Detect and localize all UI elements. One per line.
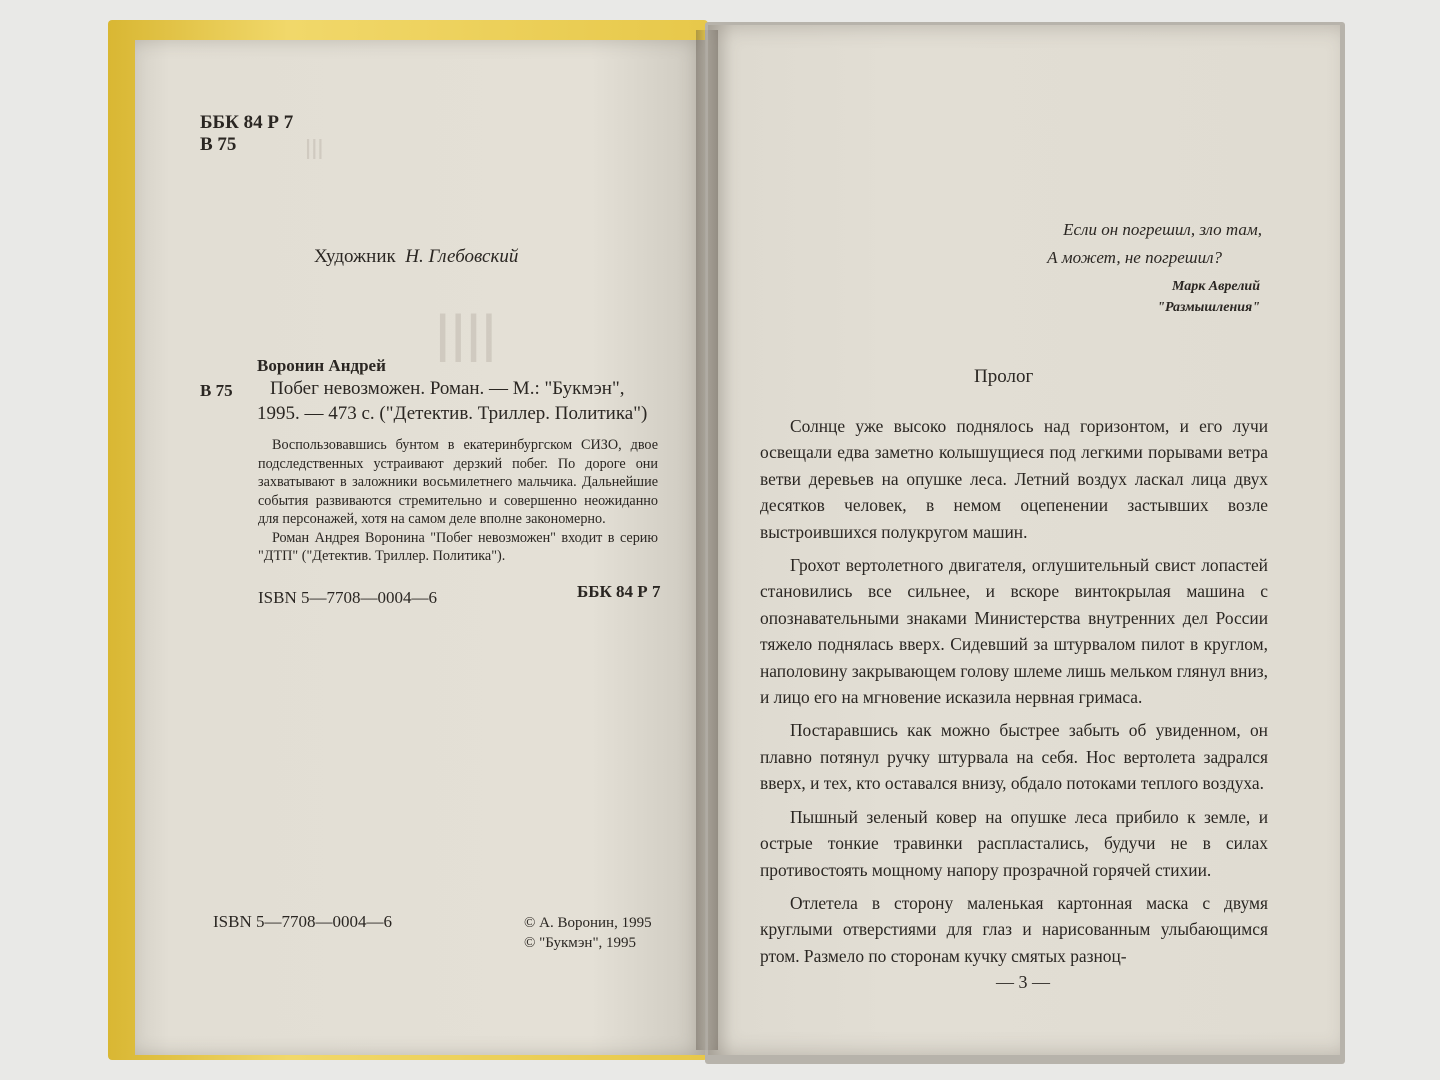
left-page: ǀǀǀ ǀǀǀǀ	[135, 40, 705, 1055]
body-text	[760, 413, 1268, 976]
paragraph: Солнце уже высоко поднялось над горизонтом, и его лучи освещали едва заметно колышущиеся под легкими порывами ветра ветви деревьев на опушке леса. Летний воздух ласкал лица двух десятков человек, в немом оцепенении застывших возле выстроившихся полукругом машин.	[760, 416, 1268, 542]
bbk-code-mid: ББК 84 Р 7	[577, 582, 661, 601]
book-gutter	[696, 30, 718, 1050]
copyright-block: © А. Воронин, 1995 © "Букмэн", 1995	[524, 915, 652, 951]
page-number: — 3 —	[996, 972, 1050, 992]
author-mark: В 75	[200, 381, 233, 400]
annotation: Воспользовавшись бунтом в екатеринбургском СИЗО, двое подследственных устраивают дерзкий побег. По дороге они захватывают в заложники восьмилетнего мальчика. Дальнейшие события развиваются стремительно и совершенно неожиданно для персонажей, хотя на самом деле вполне закономерно. Роман Андрея Воронина "Побег невозможен" входит в серию "ДТП" ("Детектив. Триллер. Политика").	[258, 437, 658, 564]
chapter-title: Пролог	[974, 366, 1034, 387]
epigraph-source: Марк Аврелий "Размышления"	[1157, 279, 1260, 315]
bbk-code-top: ББК 84 Р 7 В 75	[200, 112, 294, 155]
paragraph: Пышный зеленый ковер на опушке леса прибило к земле, и острые тонкие травинки распластались, будучи не в силах противостоять мощному напору прозрачной горячей стихии.	[760, 806, 1268, 880]
paragraph: Постаравшись как можно быстрее забыть об увиденном, он плавно потянул ручку штурвала на себя. Нос вертолета задрался вверх, и тех, кто оставался внизу, обдало потоками теплого воздуха.	[760, 720, 1268, 794]
isbn-bottom: ISBN 5—7708—0004—6	[213, 912, 392, 931]
author-name: Воронин Андрей	[257, 356, 386, 375]
paragraph: Отлетела в сторону маленькая картонная маска с двумя круглыми отверстиями для глаз и нарисованным улыбающимся ртом. Размело по сторонам кучку смятых разноц-	[760, 892, 1268, 966]
isbn-line: ISBN 5—7708—0004—6	[258, 588, 437, 607]
artist-credit: Художник Н. Глебовский	[314, 246, 519, 267]
paragraph: Грохот вертолетного двигателя, оглушительный свист лопастей становились все сильнее, и вскоре винтокрылая машина с опознавательными знаками Министерства внутренних дел России тяжело поднялась вверх. Сидевший за штурвалом пилот в круглом, наполовину закрывающем голову шлеме лишь мельком глянул вниз, и лицо его на мгновение исказила нервная гримаса.	[760, 555, 1268, 708]
epigraph: Если он погрешил, зло там, А может, не погрешил?	[1047, 220, 1262, 267]
bibliographic-record: Побег невозможен. Роман. — М.: "Букмэн", 1995. — 473 с. ("Детектив. Триллер. Политика")	[257, 378, 648, 424]
